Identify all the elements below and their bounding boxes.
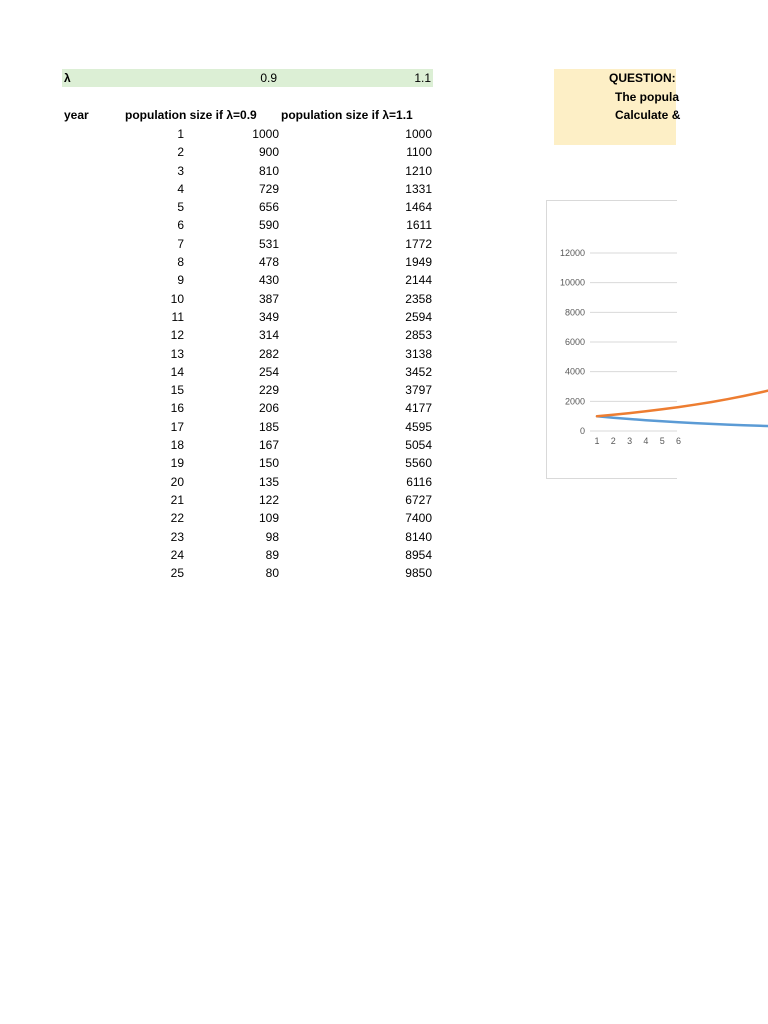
question-line-3: Calculate & [615,108,681,122]
table-row [62,181,434,199]
cell-pop-a[interactable]: 185 [258,419,279,434]
cell-pop-a[interactable]: 206 [258,401,279,416]
series-line-a [597,416,768,430]
line-chart[interactable] [546,200,682,479]
cell-year[interactable]: 2 [177,145,184,160]
cell-pop-a[interactable]: 387 [258,291,279,306]
table-row [62,272,434,290]
table-row [62,126,434,144]
cell-pop-b[interactable]: 6727 [405,492,432,507]
y-tick-label: 12000 [559,248,585,258]
y-tick-label: 8000 [564,307,585,318]
cell-pop-a[interactable]: 314 [258,328,279,343]
cell-pop-a[interactable]: 531 [258,236,279,251]
y-tick-label: 10000 [559,277,585,288]
cell-pop-a[interactable]: 254 [258,364,279,379]
cell-year[interactable]: 15 [170,383,184,398]
cell-pop-b[interactable]: 1331 [405,181,432,196]
cell-year[interactable]: 12 [170,328,184,343]
cell-year[interactable]: 21 [170,492,184,507]
cell-year[interactable]: 9 [177,273,184,288]
cell-year[interactable]: 19 [170,456,184,471]
table-row [62,437,434,455]
lambda-label[interactable]: λ [64,71,71,85]
cell-pop-b[interactable]: 5054 [405,438,432,453]
cell-year[interactable]: 4 [177,181,184,196]
cell-year[interactable]: 7 [177,236,184,251]
cell-pop-b[interactable]: 1464 [405,200,432,215]
cell-pop-a[interactable]: 900 [258,145,279,160]
table-row [62,163,434,181]
table-row [62,455,434,473]
header-pop-a[interactable]: population size if λ=0.9 [125,108,257,122]
cell-pop-b[interactable]: 4595 [405,419,432,434]
cell-year[interactable]: 22 [170,511,184,526]
cell-pop-b[interactable]: 1611 [406,218,432,233]
cell-year[interactable]: 11 [171,309,184,324]
cell-pop-a[interactable]: 135 [258,474,279,489]
y-tick-label: 0 [579,426,585,436]
table-row [62,327,434,345]
table-row [62,199,434,217]
cell-year[interactable]: 14 [170,364,184,379]
cell-year[interactable]: 3 [177,163,184,178]
lambda-value-a[interactable]: 0.9 [260,71,277,85]
cell-year[interactable]: 18 [170,438,184,453]
cell-pop-b[interactable]: 5560 [405,456,432,471]
x-tick-label: 1 [594,436,600,446]
cell-pop-b[interactable]: 8954 [405,547,432,562]
cell-pop-a[interactable]: 98 [265,529,279,544]
cell-pop-a[interactable]: 430 [258,273,279,288]
header-year[interactable]: year [64,108,89,122]
cell-year[interactable]: 24 [170,547,184,562]
cell-pop-a[interactable]: 150 [258,456,279,471]
x-tick-label: 3 [627,436,633,446]
cell-pop-a[interactable]: 810 [258,163,279,178]
cell-pop-a[interactable]: 122 [258,492,279,507]
lambda-value-b[interactable]: 1.1 [414,71,431,85]
cell-pop-a[interactable]: 89 [265,547,279,562]
cell-pop-b[interactable]: 3138 [405,346,432,361]
table-row [62,529,434,547]
cell-year[interactable]: 1 [177,127,184,141]
cell-pop-b[interactable]: 8140 [405,529,432,544]
cell-pop-b[interactable]: 1949 [405,255,432,270]
x-tick-label: 4 [643,436,649,446]
cell-year[interactable]: 5 [177,200,184,215]
cell-year[interactable]: 23 [170,529,184,544]
cell-pop-b[interactable]: 2853 [405,328,432,343]
cell-year[interactable]: 13 [170,346,184,361]
x-tick-label: 2 [610,436,616,446]
cell-pop-b[interactable]: 1210 [405,163,432,178]
table-row [62,364,434,382]
data-table [62,126,434,583]
cell-pop-a[interactable]: 349 [258,309,279,324]
cell-pop-b[interactable]: 6116 [406,474,432,489]
table-row [62,400,434,418]
y-tick-label: 2000 [564,396,585,407]
question-title: QUESTION: [609,71,676,85]
cell-pop-a[interactable]: 1000 [252,127,279,141]
question-box[interactable] [554,69,681,145]
cell-year[interactable]: 8 [177,255,184,270]
series-line-b [597,285,768,416]
cell-pop-b[interactable]: 2358 [405,291,432,306]
cell-pop-b[interactable]: 1772 [405,236,432,251]
y-tick-label: 4000 [564,366,585,377]
cell-year[interactable]: 17 [170,419,184,434]
y-tick-label: 6000 [564,337,585,347]
cell-pop-a[interactable]: 282 [258,346,279,361]
cell-pop-a[interactable]: 729 [258,181,279,196]
cell-pop-a[interactable]: 656 [258,200,279,215]
table-row [62,346,434,364]
cell-pop-a[interactable]: 229 [258,383,279,398]
chart-svg [547,201,682,478]
table-row [62,254,434,272]
cell-year[interactable]: 10 [170,291,184,306]
table-row [62,510,434,528]
table-row [62,217,434,235]
table-row [62,474,434,492]
cell-pop-b[interactable]: 3797 [405,383,432,398]
table-row [62,236,434,254]
cell-year[interactable]: 20 [170,474,184,489]
cell-pop-b[interactable]: 1000 [405,127,432,141]
table-row [62,492,434,510]
table-row [62,144,434,162]
cell-pop-b[interactable]: 4177 [405,401,432,416]
table-row [62,291,434,309]
cell-pop-a[interactable]: 109 [258,511,279,526]
table-row [62,309,434,327]
cell-pop-a[interactable]: 167 [258,438,279,453]
x-tick-label: 5 [659,436,665,446]
cell-pop-b[interactable]: 2594 [405,309,432,324]
table-row [62,419,434,437]
table-row [62,565,434,583]
header-pop-b[interactable]: population size if λ=1.1 [281,108,413,122]
x-tick-label: 6 [675,436,682,446]
table-row [62,382,434,400]
cell-pop-b[interactable]: 3452 [405,364,432,379]
cell-pop-a[interactable]: 590 [258,218,279,233]
cell-pop-b[interactable]: 7400 [405,511,432,526]
cell-year[interactable]: 6 [177,218,184,233]
cell-year[interactable]: 16 [170,401,184,416]
cell-pop-b[interactable]: 9850 [405,566,432,581]
cell-pop-a[interactable]: 80 [265,566,279,581]
lambda-row [62,69,433,87]
cell-pop-b[interactable]: 2144 [405,273,432,288]
cell-year[interactable]: 25 [170,566,184,581]
cell-pop-b[interactable]: 1100 [406,145,432,160]
question-line-2: The popula [615,90,679,104]
cell-pop-a[interactable]: 478 [258,255,279,270]
table-row [62,547,434,565]
